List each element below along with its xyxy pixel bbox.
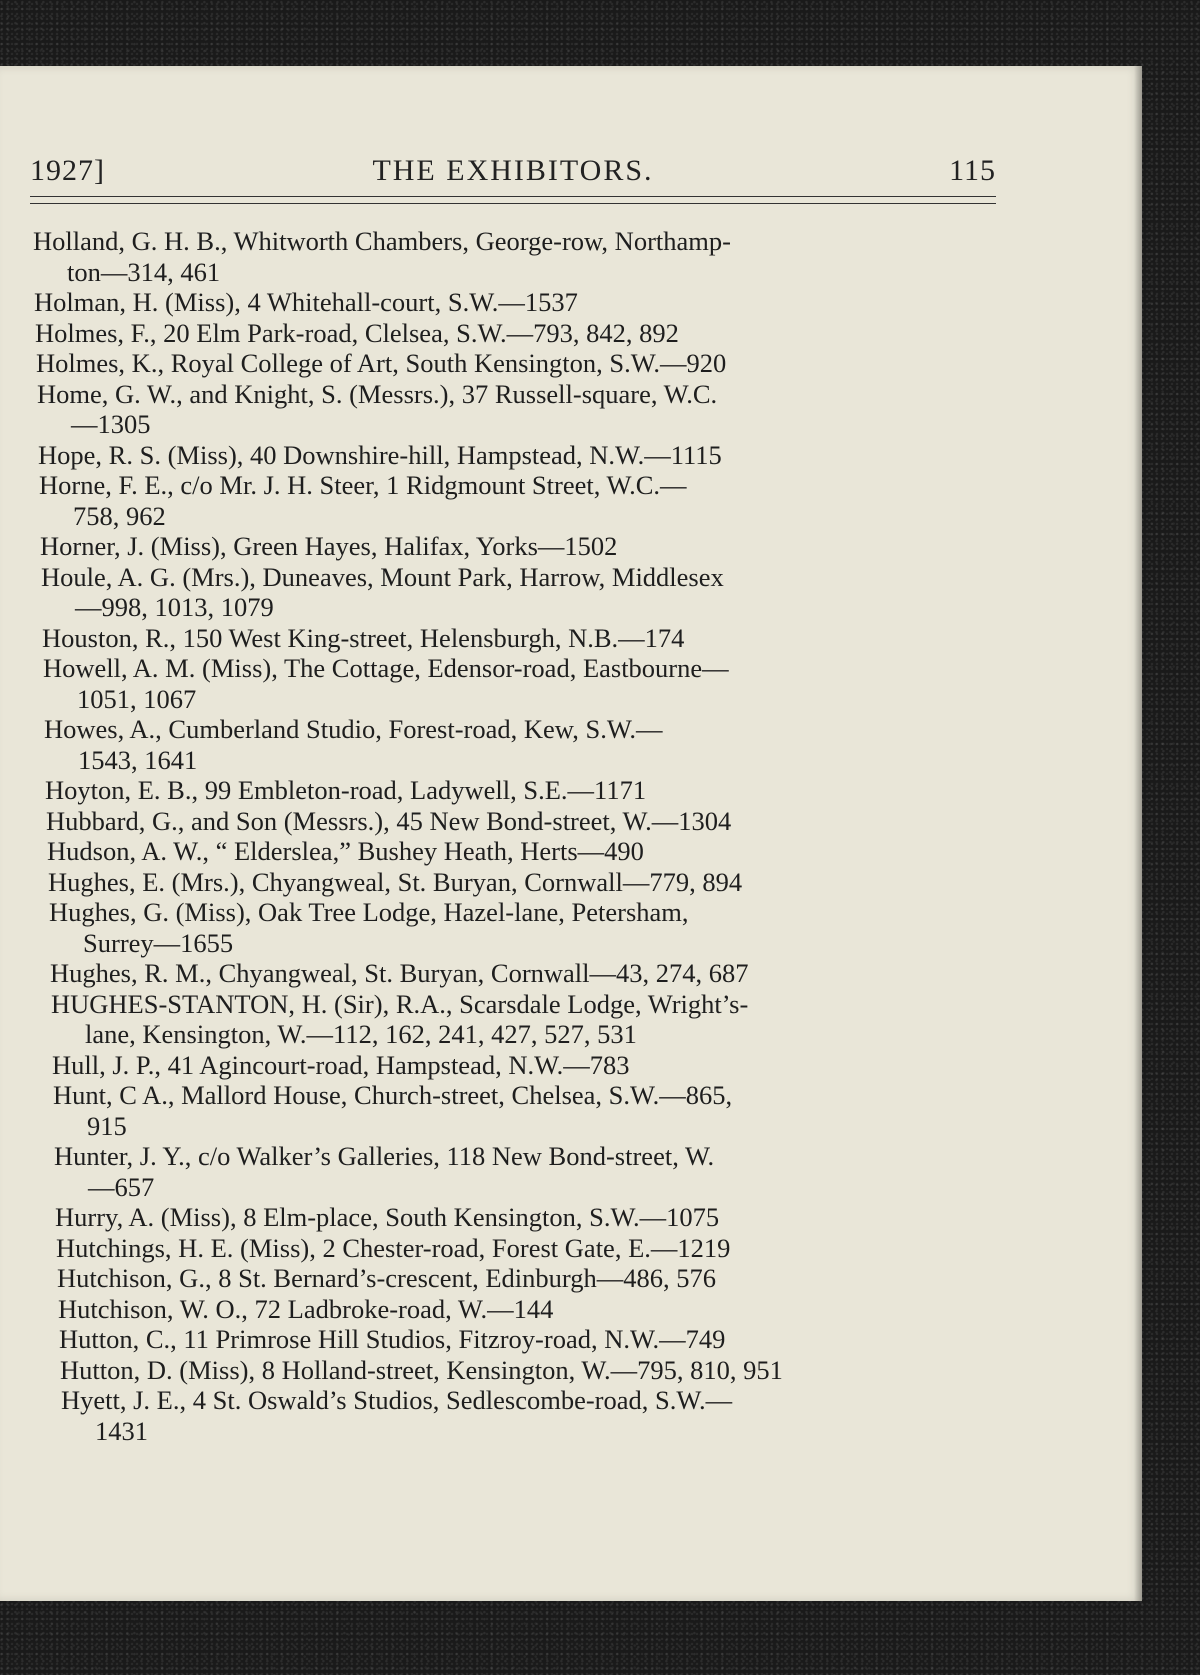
entry-continuation-line: —657 <box>88 1171 155 1202</box>
entry-line: Horne, F. E., c/o Mr. J. H. Steer, 1 Ridgmount Street, W.C.— <box>39 470 687 500</box>
entry-line: Hunt, C A., Mallord House, Church-street, Chelsea, S.W.—865, <box>53 1080 733 1110</box>
entry-continuation-line: lane, Kensington, W.—112, 162, 241, 427, 527, 531 <box>85 1019 637 1049</box>
entry-line: Howes, A., Cumberland Studio, Forest-road, Kew, S.W.— <box>44 714 663 744</box>
entry-line: Hutton, C., 11 Primrose Hill Studios, Fitzroy-road, N.W.—749 <box>59 1324 726 1354</box>
exhibitor-entry <box>42 623 1013 654</box>
exhibitor-entry <box>33 226 1013 287</box>
exhibitor-entry <box>47 836 1013 867</box>
entry-line: Hutton, D. (Miss), 8 Holland-street, Kensington, W.—795, 810, 951 <box>60 1354 783 1385</box>
entry-line: Hughes, G. (Miss), Oak Tree Lodge, Hazel-lane, Petersham, <box>49 897 689 927</box>
entry-line: Hurry, A. (Miss), 8 Elm-place, South Kensington, S.W.—1075 <box>55 1202 720 1232</box>
exhibitor-entry <box>55 1202 1013 1233</box>
exhibitor-entry <box>52 1050 1013 1081</box>
entry-line: Houle, A. G. (Mrs.), Duneaves, Mount Park, Harrow, Middlesex <box>41 561 724 592</box>
book-page <box>0 66 1142 1601</box>
exhibitor-entry <box>38 440 1013 471</box>
exhibitor-list <box>33 226 1013 1446</box>
exhibitor-entry <box>40 531 1013 562</box>
entry-line: Hughes, R. M., Chyangweal, St. Buryan, Cornwall—43, 274, 687 <box>50 958 749 988</box>
entry-line: HUGHES-STANTON, H. (Sir), R.A., Scarsdale Lodge, Wright’s- <box>51 988 749 1019</box>
entry-continuation-line: 1051, 1067 <box>77 683 197 714</box>
exhibitor-entry <box>50 958 1013 989</box>
page-number: 115 <box>949 154 996 187</box>
entry-line: Holman, H. (Miss), 4 Whitehall-court, S.W.—1537 <box>34 287 578 317</box>
entry-line: Hope, R. S. (Miss), 40 Downshire-hill, Hampstead, N.W.—1115 <box>38 439 722 470</box>
exhibitor-entry <box>46 806 1013 837</box>
exhibitor-entry <box>36 348 1013 379</box>
exhibitor-entry <box>57 1263 1013 1294</box>
exhibitor-entry <box>60 1355 1013 1386</box>
running-header <box>30 146 996 194</box>
entry-line: Hughes, E. (Mrs.), Chyangweal, St. Buryan, Cornwall—779, 894 <box>48 866 743 897</box>
header-title: THE EXHIBITORS. <box>372 154 654 187</box>
entry-line: Horner, J. (Miss), Green Hayes, Halifax, Yorks—1502 <box>40 531 618 561</box>
entry-line: Hutchison, G., 8 St. Bernard’s-crescent, Edinburgh—486, 576 <box>57 1263 716 1293</box>
entry-continuation-line: 1431 <box>95 1415 148 1446</box>
exhibitor-entry <box>45 775 1013 806</box>
exhibitor-entry <box>35 318 1013 349</box>
entry-line: Hull, J. P., 41 Agincourt-road, Hampstead, N.W.—783 <box>52 1049 630 1080</box>
entry-line: Howell, A. M. (Miss), The Cottage, Edensor-road, Eastbourne— <box>43 653 729 683</box>
exhibitor-entry <box>41 562 1013 623</box>
exhibitor-entry <box>59 1324 1013 1355</box>
exhibitor-entry <box>48 867 1013 898</box>
exhibitor-entry <box>34 287 1013 318</box>
entry-line: Hubbard, G., and Son (Messrs.), 45 New Bond-street, W.—1304 <box>46 805 732 836</box>
exhibitor-entry <box>43 653 1013 714</box>
entry-continuation-line: 758, 962 <box>73 500 166 531</box>
exhibitor-entry <box>58 1294 1013 1325</box>
entry-continuation-line: Surrey—1655 <box>83 927 234 958</box>
exhibitor-entry <box>61 1385 1013 1446</box>
entry-continuation-line: —998, 1013, 1079 <box>75 592 274 622</box>
exhibitor-entry <box>49 897 1013 958</box>
exhibitor-entry <box>39 470 1013 531</box>
exhibitor-entry <box>53 1080 1013 1141</box>
entry-continuation-line: 1543, 1641 <box>78 744 198 775</box>
entry-line: Hutchings, H. E. (Miss), 2 Chester-road, Forest Gate, E.—1219 <box>56 1232 731 1263</box>
entry-line: Home, G. W., and Knight, S. (Messrs.), 37 Russell-square, W.C. <box>37 378 718 409</box>
exhibitor-entry <box>37 379 1013 440</box>
entry-line: Hunter, J. Y., c/o Walker’s Galleries, 118 New Bond-street, W. <box>54 1141 715 1171</box>
entry-line: Hutchison, W. O., 72 Ladbroke-road, W.—144 <box>58 1293 554 1324</box>
entry-continuation-line: ton—314, 461 <box>67 256 221 287</box>
entry-line: Hoyton, E. B., 99 Embleton-road, Ladywell, S.E.—1171 <box>45 775 647 805</box>
header-year: 1927] <box>30 154 105 187</box>
entry-line: Hyett, J. E., 4 St. Oswald’s Studios, Sedlescombe-road, S.W.— <box>61 1385 733 1415</box>
exhibitor-entry <box>54 1141 1013 1202</box>
entry-line: Holland, G. H. B., Whitworth Chambers, George-row, Northamp- <box>33 226 731 256</box>
exhibitor-entry <box>44 714 1013 775</box>
exhibitor-entry <box>51 989 1013 1050</box>
entry-continuation-line: 915 <box>87 1110 127 1141</box>
exhibitor-entry <box>56 1233 1013 1264</box>
entry-line: Houston, R., 150 West King-street, Helensburgh, N.B.—174 <box>42 622 685 653</box>
entry-line: Holmes, F., 20 Elm Park-road, Clelsea, S.W.—793, 842, 892 <box>35 317 679 348</box>
header-rule-bottom <box>30 203 996 204</box>
entry-continuation-line: —1305 <box>71 409 151 439</box>
entry-line: Holmes, K., Royal College of Art, South Kensington, S.W.—920 <box>36 348 727 378</box>
entry-line: Hudson, A. W., “ Elderslea,” Bushey Heath, Herts—490 <box>47 836 644 866</box>
header-rule-top <box>30 196 996 197</box>
